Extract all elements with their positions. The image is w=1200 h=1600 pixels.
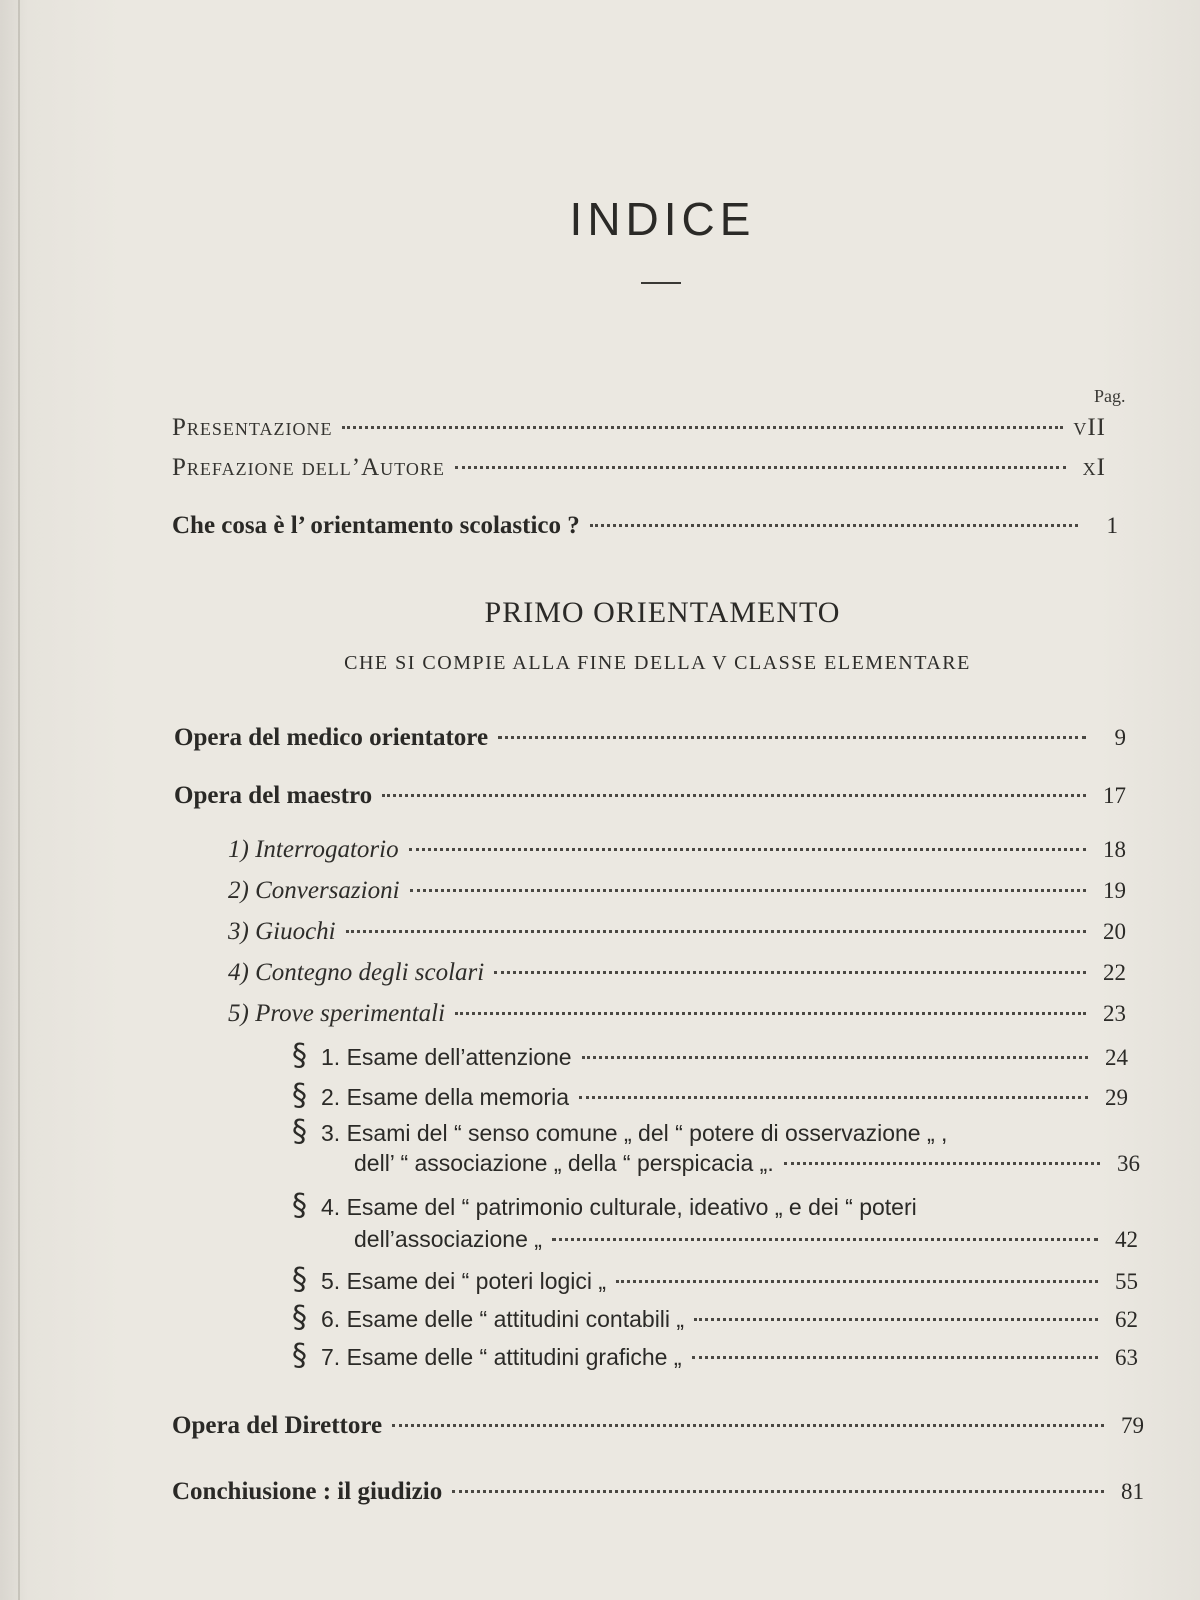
entry-label-line1: 3. Esami del “ senso comune „ del “ potere di osservazione „ ,: [321, 1120, 948, 1146]
toc-entry-section-3[interactable]: [292, 1114, 1112, 1149]
entry-label: Che cosa è l’ orientamento scolastico ?: [172, 512, 580, 539]
dot-leader: [552, 1238, 1098, 1241]
page-column-label: Pag.: [1094, 386, 1126, 406]
entry-label: 5) Prove sperimentali: [228, 1000, 446, 1027]
dot-leader: [410, 889, 1086, 892]
entry-label: Prefazione dell’Autore: [172, 454, 445, 481]
dot-leader: [455, 466, 1066, 469]
entry-page: 42: [1115, 1227, 1138, 1252]
entry-page: 17: [1103, 783, 1126, 808]
toc-entry-interrogatorio[interactable]: [228, 836, 1126, 864]
entry-page: 19: [1103, 878, 1126, 903]
entry-label: 3) Giuochi: [228, 918, 336, 945]
toc-entry-section-7[interactable]: [292, 1338, 1138, 1373]
toc-entry-conversazioni[interactable]: [228, 877, 1126, 905]
section-mark: §: [292, 1078, 307, 1113]
entry-page: 63: [1115, 1345, 1138, 1370]
entry-page: 55: [1115, 1269, 1138, 1294]
entry-page: 62: [1115, 1307, 1138, 1332]
section-mark: §: [292, 1338, 307, 1373]
toc-entry-section-4-cont[interactable]: [354, 1226, 1138, 1253]
toc-entry-section-3-cont[interactable]: [354, 1150, 1140, 1177]
toc-entry-contegno[interactable]: [228, 959, 1126, 987]
entry-label: 6. Esame delle “ attitudini contabili „: [321, 1306, 685, 1332]
entry-label: 1) Interrogatorio: [228, 836, 399, 863]
dot-leader: [494, 971, 1086, 974]
entry-label: Opera del Direttore: [172, 1412, 383, 1439]
toc-entry-prefazione[interactable]: [172, 454, 1106, 482]
dot-leader: [579, 1096, 1088, 1099]
dot-leader: [692, 1356, 1098, 1359]
entry-page: 81: [1121, 1479, 1144, 1504]
toc-entry-giuochi[interactable]: [228, 918, 1126, 946]
dot-leader: [346, 930, 1086, 933]
toc-entry-section-5[interactable]: [292, 1262, 1138, 1297]
entry-label: 4) Contegno degli scolari: [228, 959, 485, 986]
toc-entry-section-6[interactable]: [292, 1300, 1138, 1335]
entry-page: 22: [1103, 960, 1126, 985]
dot-leader: [455, 1012, 1086, 1015]
toc-entry-section-4[interactable]: [292, 1188, 1112, 1223]
toc-entry-section-1[interactable]: [292, 1038, 1128, 1073]
entry-label: 7. Esame delle “ attitudini grafiche „: [321, 1344, 682, 1370]
section-mark: §: [292, 1300, 307, 1335]
dot-leader: [382, 794, 1086, 797]
toc-entry-medico[interactable]: [174, 724, 1126, 752]
entry-label-line1: 4. Esame del “ patrimonio culturale, ideativo „ e dei “ poteri: [321, 1194, 917, 1220]
dot-leader: [694, 1318, 1098, 1321]
dot-leader: [582, 1056, 1088, 1059]
dot-leader: [452, 1490, 1104, 1493]
entry-label: 2) Conversazioni: [228, 877, 400, 904]
toc-entry-prove[interactable]: [228, 1000, 1126, 1028]
dot-leader: [616, 1280, 1098, 1283]
section-mark: §: [292, 1038, 307, 1073]
toc-entry-conclusione[interactable]: [172, 1478, 1144, 1506]
section-subheading: CHE SI COMPIE ALLA FINE DELLA V CLASSE ELEMENTARE: [344, 652, 971, 674]
entry-page: 36: [1117, 1151, 1140, 1176]
toc-entry-direttore[interactable]: [172, 1412, 1144, 1440]
entry-page: 20: [1103, 919, 1126, 944]
dot-leader: [342, 426, 1063, 429]
entry-label: Opera del maestro: [174, 782, 373, 809]
title-rule: [641, 282, 681, 284]
toc-entry-presentazione[interactable]: [172, 414, 1106, 442]
entry-label-line2: dell’ “ associazione „ della “ perspicacia „.: [354, 1150, 774, 1176]
index-title: INDICE: [569, 193, 756, 245]
entry-page: vII: [1073, 414, 1106, 441]
section-mark: §: [292, 1262, 307, 1297]
entry-label: 2. Esame della memoria: [321, 1084, 569, 1110]
entry-page: 24: [1105, 1045, 1128, 1070]
entry-page: 23: [1103, 1001, 1126, 1026]
dot-leader: [784, 1162, 1100, 1165]
section-mark: §: [292, 1114, 307, 1149]
entry-label: Opera del medico orientatore: [174, 724, 489, 751]
dot-leader: [392, 1424, 1104, 1427]
entry-page: xI: [1082, 454, 1106, 481]
entry-label: 1. Esame dell’attenzione: [321, 1044, 572, 1070]
toc-entry-maestro[interactable]: [174, 782, 1126, 810]
entry-label: Conchiusione : il giudizio: [172, 1478, 443, 1505]
entry-label-line2: dell’associazione „: [354, 1226, 542, 1252]
dot-leader: [409, 848, 1086, 851]
entry-label: 5. Esame dei “ poteri logici „: [321, 1268, 607, 1294]
entry-page: 18: [1103, 837, 1126, 862]
toc-entry-section-2[interactable]: [292, 1078, 1128, 1113]
dot-leader: [590, 524, 1078, 527]
entry-page: 79: [1121, 1413, 1144, 1438]
dot-leader: [498, 736, 1086, 739]
entry-page: 29: [1105, 1085, 1128, 1110]
section-heading: PRIMO ORIENTAMENTO: [484, 596, 841, 629]
section-mark: §: [292, 1188, 307, 1223]
entry-page: 9: [1114, 725, 1126, 750]
entry-page: 1: [1106, 513, 1118, 538]
entry-label: Presentazione: [172, 414, 333, 441]
toc-entry-intro[interactable]: [172, 512, 1118, 540]
